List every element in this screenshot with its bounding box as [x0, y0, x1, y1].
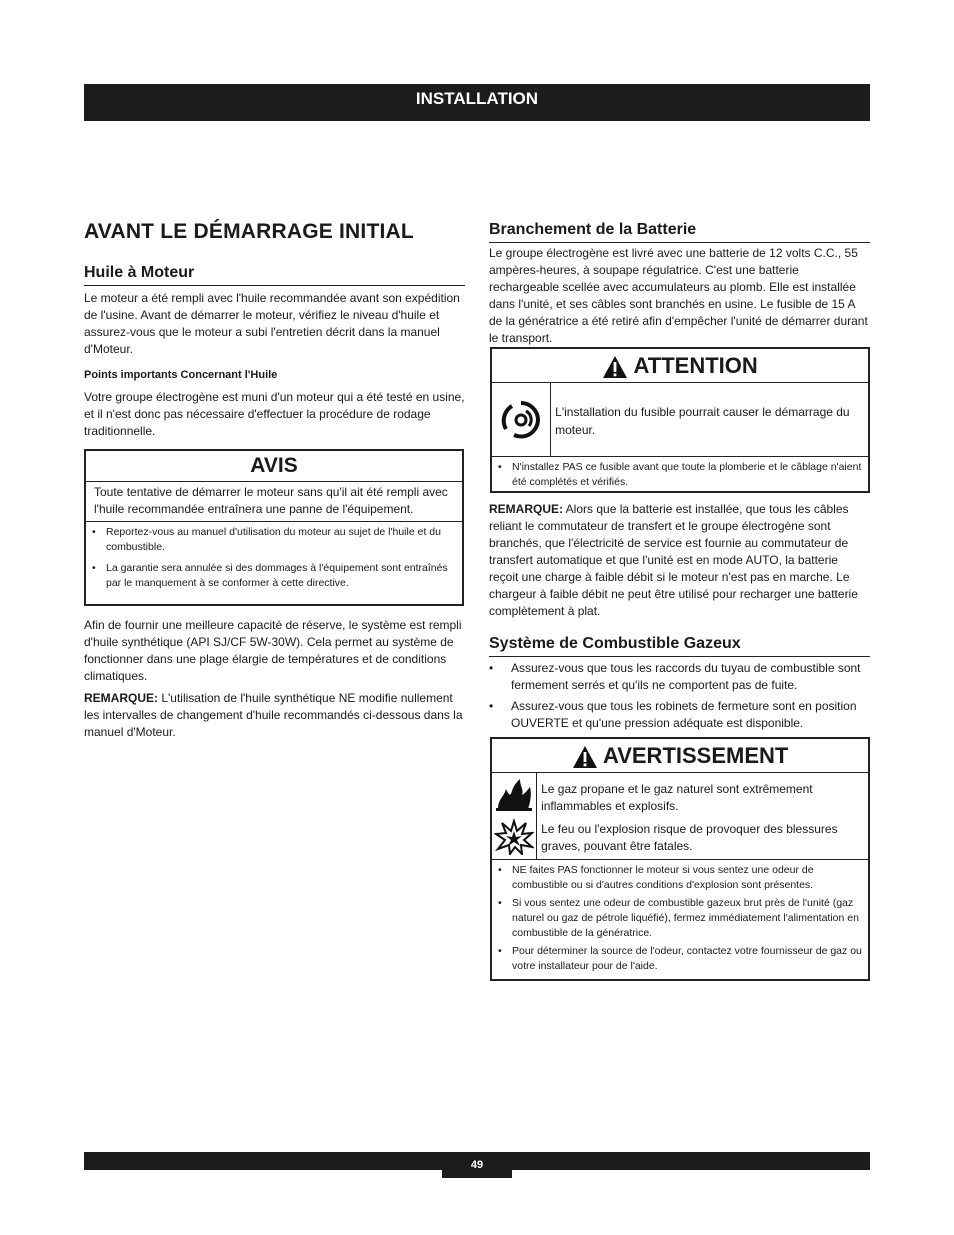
- avertissement-box: [490, 737, 870, 981]
- hazard-icons-cell: [492, 773, 537, 859]
- list-item: • Reportez-vous au manuel d'utilisation du moteur au sujet de l'huile et du combustible.: [86, 525, 462, 555]
- battery-paragraph: Le groupe électrogène est livré avec une batterie de 12 volts C.C., 55 ampères-heures, à soupape régulatrice. C'est une batterie rechargeable scellée avec accumulateurs au plomb. Elle est installée dans l'unité, et ses câbles sont branchés en usine. Le fusible de 15 A de la génératrice a été retiré afin d'empêcher l'unité de démarrer durant le transport.: [489, 246, 868, 345]
- list-item: • NE faites PAS fonctionner le moteur si vous sentez une odeur de combustible ou si d'autres conditions d'explosion sont présentes.: [492, 863, 868, 893]
- synthetic-oil-paragraph: Afin de fournir une meilleure capacité de réserve, le système est rempli d'huile synthétique (API SJ/CF 5W-30W). Cela permet au système de fonctionner dans une plage élargie de températures et de conditions climatiques.: [84, 618, 462, 683]
- attention-body: [492, 383, 868, 457]
- list-item: • Si vous sentez une odeur de combustible gazeux brut près de l'unité (gaz naturel ou gaz de pétrole liquéfié), fermez immédiatement l'alimentation en combustible de la génératrice.: [492, 896, 868, 941]
- page-title: AVANT LE DÉMARRAGE INITIAL: [84, 220, 414, 243]
- fire-icon: [494, 777, 534, 811]
- list-item: • Pour déterminer la source de l'odeur, contactez votre fournisseur de gaz ou votre installateur pour de l'aide.: [492, 944, 868, 974]
- avertissement-title: AVERTISSEMENT: [602, 743, 789, 768]
- avertissement-text-cell: [537, 773, 868, 859]
- avertissement-title-row: [492, 739, 868, 773]
- attention-title-row: [492, 349, 868, 383]
- note-text: Alors que la batterie est installée, que tous les câbles reliant le commutateur de transfert et le groupe électrogène sont branchés, que l'électricité de service est fournie au commutateur de transfert automatique et que l'unité est en mode AUTO, la batterie reçoit une charge à faible débit si le moteur n'est pas en marche. Le chargeur à faible débit ne peut être utilisé pour recharger une batterie complètement à plat.: [489, 502, 858, 618]
- oil-points-heading: Points importants Concernant l'Huile: [84, 369, 278, 381]
- list-item: • Assurez-vous que tous les robinets de fermeture sont en position OUVERTE et qu'une pression adéquate est disponible.: [489, 698, 864, 732]
- oil-heading: Huile à Moteur: [84, 264, 465, 286]
- rotating-parts-icon-cell: [492, 383, 551, 456]
- gas-fuel-heading: Système de Combustible Gazeux: [489, 635, 870, 657]
- note-label: REMARQUE:: [84, 691, 158, 705]
- avis-bullet-list: [86, 522, 462, 591]
- warning-triangle-icon: [602, 355, 628, 379]
- avertissement-text-1: Le gaz propane et le gaz naturel sont extrêmement inflammables et explosifs.: [541, 782, 813, 813]
- avertissement-text-2: Le feu ou l'explosion risque de provoquer des blessures graves, pouvant être fatales.: [541, 822, 838, 853]
- note-text: L'utilisation de l'huile synthétique NE modifie nullement les intervalles de changement d'huile recommandés ci-dessous dans la manuel d'Moteur.: [84, 691, 463, 739]
- attention-box: [490, 347, 870, 493]
- warning-triangle-icon: [572, 745, 598, 769]
- oil-points-paragraph: Votre groupe électrogène est muni d'un moteur qui a été testé en usine, et il n'est donc pas nécessaire d'effectuer la procédure de rodage traditionnelle.: [84, 390, 465, 438]
- page-number: 49: [442, 1152, 512, 1178]
- battery-note: [489, 501, 870, 620]
- attention-text: L'installation du fusible pourrait causer le démarrage du moteur.: [555, 405, 850, 437]
- explosion-icon: [494, 819, 534, 855]
- section-header-bar: [84, 84, 870, 121]
- section-title: INSTALLATION: [415, 89, 539, 108]
- avertissement-body: [492, 773, 868, 860]
- list-item: • N'installez PAS ce fusible avant que toute la plomberie et le câblage n'aient été complétés et vérifiés.: [492, 460, 868, 490]
- list-item: • Assurez-vous que tous les raccords du tuyau de combustible sont fermement serrés et qu'ils ne comportent pas de fuite.: [489, 660, 864, 694]
- avertissement-bullet-list: [492, 860, 868, 974]
- attention-bullet-list: [492, 457, 868, 490]
- oil-note: [84, 690, 465, 741]
- note-label: REMARQUE:: [489, 502, 563, 516]
- avis-notice-box: [84, 449, 464, 606]
- oil-paragraph: Le moteur a été rempli avec l'huile recommandée avant son expédition de l'usine. Avant de démarrer le moteur, vérifiez le niveau d'huile et assurez-vous que le moteur a subi l'entretien décrit dans la manuel d'Moteur.: [84, 291, 460, 356]
- rotating-parts-icon: [496, 395, 546, 445]
- battery-heading: Branchement de la Batterie: [489, 221, 870, 243]
- list-item: • La garantie sera annulée si des dommages à l'équipement sont entraînés par le manquement à se conformer à cette directive.: [86, 561, 462, 591]
- avis-title: AVIS: [86, 451, 462, 482]
- attention-title: ATTENTION: [633, 353, 758, 378]
- avis-text: Toute tentative de démarrer le moteur sans qu'il ait été rempli avec l'huile recommandée entraînera une panne de l'équipement.: [86, 482, 462, 522]
- gas-fuel-bullet-list: [489, 660, 864, 732]
